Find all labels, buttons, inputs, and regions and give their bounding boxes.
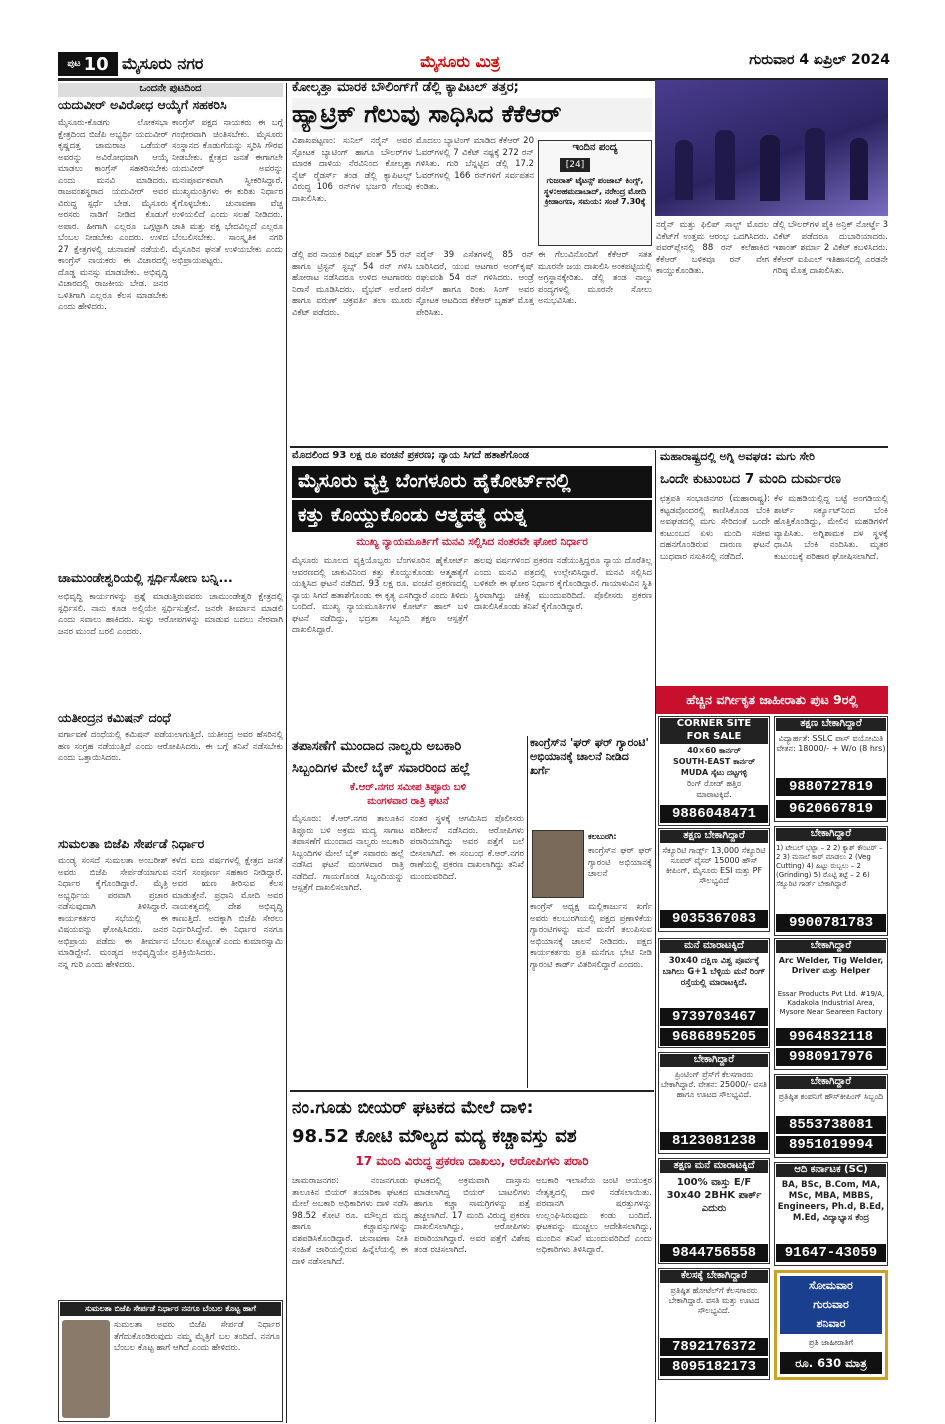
left-story-3: ವರ್ಗಾವಣೆ ದಂಧೆಯಲ್ಲಿ ಕಮಿಷನ್ ಪಡೆಯಲಾಗುತ್ತಿದೆ. ಯತೀಂದ್ರ ಅವರ ಹೆಸರಿನಲ್ಲಿ ಹಣ ಸಂಗ್ರಹ ನಡೆಯುತ್ತಿದೆ ಎಂದು ಆರೋಪಿಸಿದರು. ಈ ಬಗ್ಗೆ ತನಿಖೆ ನಡೆಸಬೇಕು ಎಂದು ಒತ್ತಾಯಿಸಿದರು. xyxy=(58,730,283,763)
left-story-1-col-b: ಕಾಂಗ್ರೆಸ್ ಪಕ್ಷದ ನಾಯಕರು ಈ ಬಗ್ಗೆ ಗಂಭೀರವಾಗಿ ಚಿಂತಿಸಬೇಕು. ಮೈಸೂರು ಸಂಸ್ಥಾನದ ಕೊಡುಗೆಯನ್ನು ಸ್ಮರಿಸಿ ಗೌರವ ನೀಡಬೇಕು. ಕ್ಷೇತ್ರದ ಜನತೆ ಈಗಾಗಲೇ ಯದುವೀರ್ ಅವರನ್ನು ಮನಃಪೂರ್ವಕವಾಗಿ ಸ್ವೀಕರಿಸಿದ್ದಾರೆ. ಮುಖ್ಯಮಂತ್ರಿಗಳು ಈ ಕುರಿತು ನಿರ್ಧಾರ ಕೈಗೊಳ್ಳಬೇಕು. ಚುನಾವಣಾ ವೆಚ್ಚ ಉಳಿಯಲಿದೆ ಎಂದು ಸಲಹೆ ನೀಡಿದರು. ಜಾತಿ ಮತ್ತು ಪಕ್ಷ ಭೇದವಿಲ್ಲದೆ ಎಲ್ಲರೂ ಬೆಂಬಲಿಸಬೇಕು. ಸಾಂಸ್ಕೃತಿಕ ನಗರಿ ಮೈಸೂರಿನ ಘನತೆ ಉಳಿಯಬೇಕು ಎಂದು ಅಭಿಪ್ರಾಯಪಟ್ಟರು. xyxy=(172,118,283,266)
beer-subhead: 17 ಮಂದಿ ವಿರುದ್ಧ ಪ್ರಕರಣ ದಾಖಲು, ಆರೋಪಿಗಳು ಪರಾರಿ xyxy=(355,1154,589,1168)
promo-days xyxy=(780,1276,882,1334)
welder-ad-company: Essar Products Pvt Ltd. #19/A, Kadakola Industrial Area, Mysore Near Seareen Factory xyxy=(777,990,885,1016)
fraud-fire-divider xyxy=(655,450,656,720)
beer-top-rule xyxy=(290,1090,654,1092)
corner-ad-line-3: MUDA ಸೈಟು ದಟ್ಟಗಳ್ಳಿ xyxy=(680,768,748,777)
corner-ad-title-1: CORNER SITE xyxy=(660,718,768,731)
left-story-2: ಅಭಿವೃದ್ಧಿ ಕಾರ್ಯಗಳನ್ನು ಪ್ರಶ್ನೆ ಮಾಡುತ್ತಿರುವವರು ಚಾಮುಂಡೇಶ್ವರಿ ಕ್ಷೇತ್ರದಲ್ಲಿ ಸ್ಪರ್ಧಿಸಲಿ. ನಾನು ಕೂಡ ಅಲ್ಲಿಯೇ ಸ್ಪರ್ಧಿಸುತ್ತೇನೆ. ಜನರೇ ತೀರ್ಮಾನ ಮಾಡಲಿ ಎಂದು ಸವಾಲು ಹಾಕಿದರು. ಸುಳ್ಳು ಆರೋಪಗಳನ್ನು ಮಾಡುವ ಬದಲು ನೇರವಾಗಿ ಜನರ ಮುಂದೆ ಬರಲಿ ಎಂದರು. xyxy=(58,592,283,637)
corner-ad-line-1: 40×60 ಕಾರ್ನರ್ xyxy=(687,746,741,755)
today-match-number: [24] xyxy=(560,158,590,172)
beer-col-a: ಚಾಮರಾಜನಗರ: ನಂಜನಗೂಡು ತಾಲೂಕಿನ ಬಿಯರ್ ತಯಾರಿಕಾ ಘಟಕದ ಮೇಲೆ ಅಬಕಾರಿ ಅಧಿಕಾರಿಗಳು ದಾಳಿ ನಡೆಸಿ 98.52 ಕೋಟಿ ರೂ. ಮೌಲ್ಯದ ಮದ್ಯ ಹಾಗೂ ಕಚ್ಚಾವಸ್ತುಗಳನ್ನು ವಶಪಡಿಸಿಕೊಂಡಿದ್ದಾರೆ. ಚುನಾವಣಾ ನೀತಿ ಸಂಹಿತೆ ಜಾರಿಯಲ್ಲಿರುವ ಹಿನ್ನೆಲೆಯಲ್ಲಿ ಈ ದಾಳಿ ನಡೆಸಲಾಗಿದೆ. xyxy=(292,1176,408,1267)
kkr-team-photo xyxy=(655,80,888,216)
sports-col-a: ವಿಶಾಖಪಟ್ಟಣಂ: ಸುನಿಲ್ ನರೈನ್ ಅವರ ಸ್ಫೋಟಕ ಬ್ಯಾಟಿಂಗ್ ಹಾಗೂ ಬೌಲರ್‌ಗಳ ಮಾರಕ ದಾಳಿಯ ನೆರವಿನಿಂದ ಕೋಲ್ಕತ್ತಾ ನೈಟ್ ರೈಡರ್ಸ್ ತಂಡ ಡೆಲ್ಲಿ ಕ್ಯಾಪಿಟಲ್ಸ್ ವಿರುದ್ಧ 106 ರನ್‌ಗಳ ಭರ್ಜರಿ ಗೆಲುವು ದಾಖಲಿಸಿತು. xyxy=(292,136,412,204)
page-prefix: ಪುಟ xyxy=(67,59,81,69)
fire-col-b: ಕೆಳ ಮಹಡಿಯಲ್ಲಿದ್ದ ಬಟ್ಟೆ ಅಂಗಡಿಯಲ್ಲಿ ಶಾರ್ಟ್ ಸರ್ಕ್ಯೂಟ್‌ನಿಂದ ಬೆಂಕಿ ಹೊತ್ತಿಕೊಂಡಿದ್ದು, ಮೇಲಿನ ಮಹಡಿಗಳಿಗೆ ವ್ಯಾಪಿಸಿತು. ಅಗ್ನಿಶಾಮಕ ದಳ ಸ್ಥಳಕ್ಕೆ ಧಾವಿಸಿ ಬೆಂಕಿ ನಂದಿಸಿತು. ಮೃತರ ಕುಟುಂಬಕ್ಕೆ ಪರಿಹಾರ ಘೋಷಿಸಲಾಗಿದೆ. xyxy=(774,494,888,562)
sports-col-d: ನರೈನ್ 39 ಎಸೆತಗಳಲ್ಲಿ 85 ರನ್ ಬಾರಿಸಿದರೆ, ಯುವ ಆಟಗಾರ ಅಂಗ್‌ಕೃಷ್ ರಘುವಂಶಿ 54 ರನ್ ಗಳಿಸಿದರು. ಆಂಡ್ರೆ ರಸೆಲ್ ಹಾಗೂ ರಿಂಕು ಸಿಂಗ್ ಅವರ ಸ್ಫೋಟಕ ಆಟದಿಂದ ಕೆಕೆಆರ್ ಬೃಹತ್ ಮೊತ್ತ ಪೇರಿಸಿತು. xyxy=(416,250,534,318)
congress-headline: ಕಾಂಗ್ರೆಸ್‌ನ 'ಘರ್ ಘರ್ ಗ್ಯಾರಂಟಿ' ಅಭಿಯಾನಕ್ಕೆ ಚಾಲನೆ ನೀಡಿದ ಖರ್ಗೆ xyxy=(530,736,649,777)
welder-ad-phone-2: 9980917976 xyxy=(776,1048,886,1066)
classified-banner: ಹೆಚ್ಚಿನ ವರ್ಗೀಕೃತ ಜಾಹೀರಾತು ಪುಟ 9ರಲ್ಲಿ xyxy=(656,686,888,714)
sports-headline: ಹ್ಯಾಟ್ರಿಕ್ ಗೆಲುವು ಸಾಧಿಸಿದ ಕೆಕೆಆರ್ xyxy=(292,98,652,132)
fraud-subhead: ಮುಖ್ಯ ನ್ಯಾಯಮೂರ್ತಿಗೆ ಮನವಿ ಸಲ್ಲಿಸಿದ ನಂತರವೇ ಘೋರ ನಿರ್ಧಾರ xyxy=(356,536,588,548)
beer-headline-1: ನಂ.ಗೂಡು ಬೀಯರ್ ಘಟಕದ ಮೇಲೆ ದಾಳಿ: xyxy=(292,1098,534,1118)
left-headline-4: ಸುಮಲತಾ ಬಿಜೆಪಿ ಸೇರ್ಪಡೆ ನಿರ್ಧಾರ xyxy=(58,836,205,851)
excise-subhead-1: ಕೆ.ಆರ್.ನಗರ ಸಮೀಪ ತಿಪ್ಪೂರು ಬಳಿ xyxy=(349,782,467,793)
promo-price: ರೂ. 630 ಮಾತ್ರ xyxy=(780,1352,882,1374)
need-ad-3-items: 1) ಟೇಬಲ್ ಭಟ್ಟಾ – 2 2) ಕ್ಯಾಶ್ ಕೌಂಟರ್ – 2 3) ಮಸಾಲೆ ಕಾರ್ ಮಾಡಲು 2 (Veg Cutting) 4) ಹಿಟ್ಟು ರುಬ್ಬಲು – 2 (Grinding) 5) ರೊಟ್ಟಿ ತಟ್ಟೆ – 2 6) ಸೆಕ್ಯೂರಿಟಿ ಗಾರ್ಡ್ ಬೇಕಾಗಿದ್ದಾರೆ xyxy=(776,844,883,888)
job-ad-phone-1: 7892176372 xyxy=(660,1338,768,1356)
excise-subhead-2: ಮಂಗಳವಾರ ರಾತ್ರಿ ಘಟನೆ xyxy=(367,796,449,807)
congress-byline: ಕಲಬುರಗಿ: xyxy=(588,832,617,841)
left-headline-2: ಚಾಮುಂಡೇಶ್ವರಿಯಲ್ಲಿ ಸ್ಪರ್ಧಿಸೋಣ ಬನ್ನಿ... xyxy=(58,570,233,585)
kharge-photo xyxy=(532,830,584,898)
left-caption-text: ಸುಮಲತಾ ಅವರು ಬಿಜೆಪಿ ಸೇರ್ಪಡೆ ನಿರ್ಧಾರ ತೆಗೆದುಕೊಂಡಿರುವುದು ನಮ್ಮ ಮೈತ್ರಿಗೆ ಬಲ ತಂದಿದೆ. ನನಗೂ ಬೆಂಬಲ ಕೊಟ್ಟ ಹಾಗೆ ಆಗಿದೆ ಎಂದು ಹೇಳಿದರು. xyxy=(114,1320,280,1353)
congress-col-a: ಕಾಂಗ್ರೆಸ್‌ನ ಘರ್ ಘರ್ ಗ್ಯಾರಂಟಿ ಅಭಿಯಾನಕ್ಕೆ ಚಾಲನೆ xyxy=(588,846,652,879)
corner-ad-line-5: ಮಾರಾಟಕ್ಕಿದೆ. xyxy=(696,790,732,799)
excise-col-a: ಮೈಸೂರು: ಕೆ.ಆರ್.ನಗರ ತಾಲೂಕಿನ ತಿಪ್ಪೂರು ಬಳಿ ಅಕ್ರಮ ಮದ್ಯ ಸಾಗಾಟ ತಪಾಸಣೆಗೆ ಮುಂದಾದ ನಾಲ್ವರು ಅಬಕಾರಿ ಸಿಬ್ಬಂದಿಗಳ ಮೇಲೆ ಬೈಕ್ ಸವಾರರು ಹಲ್ಲೆ ನಡೆಸಿದ ಘಟನೆ ಮಂಗಳವಾರ ರಾತ್ರಿ ನಡೆದಿದೆ. ಗಾಯಗೊಂಡ ಸಿಬ್ಬಂದಿಯನ್ನು ಆಸ್ಪತ್ರೆಗೆ ದಾಖಲಿಸಲಾಗಿದೆ. xyxy=(292,814,404,893)
house-ad-phone-1: 9739703467 xyxy=(660,1008,768,1026)
fraud-col-b: ಹಲವು ವರ್ಷಗಳಿಂದ ಪ್ರಕರಣ ನಡೆಯುತ್ತಿದ್ದರೂ ನ್ಯಾಯ ದೊರೆತಿಲ್ಲ ಎಂದು ಮನವಿ ಪತ್ರದಲ್ಲಿ ಉಲ್ಲೇಖಿಸಿದ್ದಾರೆ. ಮನವಿ ಸಲ್ಲಿಸಿದ ಬಳಿಕವೇ ಈ ಘೋರ ನಿರ್ಧಾರ ಕೈಗೊಂಡಿದ್ದಾರೆ. ಗಾಯಾಳುವಿನ ಸ್ಥಿತಿ ಸ್ಥಿರವಾಗಿದ್ದು ಚಿಕಿತ್ಸೆ ಮುಂದುವರಿದಿದೆ. ಪೊಲೀಸರು ಪ್ರಕರಣ ದಾಖಲಿಸಿಕೊಂಡು ತನಿಖೆ ಕೈಗೊಂಡಿದ್ದಾರೆ. xyxy=(474,556,652,612)
need-ad-1-title: ತಕ್ಷಣ ಬೇಕಾಗಿದ್ದಾರೆ xyxy=(776,718,886,731)
corner-ad-line-4: ರಿಂಗ್ ರೋಡ್ ಹತ್ತಿರ xyxy=(686,779,742,788)
excise-congress-divider xyxy=(527,736,528,1088)
need-ad-2-text: ಸೆಕ್ಯೂರಿಟಿ ಗಾರ್ಡ್ಸ್ 13,000 ಸೆಕ್ಯೂರಿಟಿ ಸೂಪರ್ ವೈಸರ್ 15000 ಹೌಸ್ ಕೀಪಿಂಗ್, ಮೈಸೂರು ESI ಮತ್ತು PF ಸೌಲಭ್ಯವಿದೆ xyxy=(662,846,766,885)
sports-col-g: ಡೆಲ್ಲಿ ಬೌಲರ್‌ಗಳ ಪೈಕಿ ಅನ್ರಿಕ್ ನೋರ್ಟ್ಜೆ 3 ವಿಕೆಟ್ ಪಡೆದರೂ ದುಬಾರಿಯಾದರು. ಇಶಾಂತ್ ಶರ್ಮಾ 2 ವಿಕೆಟ್ ಕಬಳಿಸಿದರು. ಕೆಕೆಆರ್ ಐಪಿಎಲ್ ಇತಿಹಾಸದಲ್ಲಿ ಎರಡನೇ ಗರಿಷ್ಠ ಮೊತ್ತ ದಾಖಲಿಸಿತು. xyxy=(773,220,888,276)
today-match-text: ಗುಜರಾತ್ ಟೈಟನ್ಸ್ ಪಂಜಾಬ್ ಕಿಂಗ್ಸ್, ಸ್ಥಳ:ಅಹಮದಾಬಾದ್, ನರೇಂದ್ರ ಮೋದಿ ಕ್ರೀಡಾಂಗಣ, ಸಮಯ: ಸಂಜೆ 7.30ಕ್ಕೆ xyxy=(543,176,647,206)
welder-ad-text: Arc Welder, Tig Welder, Driver ಮತ್ತು Helper xyxy=(778,956,884,975)
sports-kicker: ಕೋಲ್ಕತ್ತಾ ಮಾರಕ ಬೌಲಿಂಗ್‌ಗೆ ಡೆಲ್ಲಿ ಕ್ಯಾಪಿಟಲ್ ತತ್ತರ; xyxy=(292,80,519,95)
sports-col-f: ನರೈನ್ ಮತ್ತು ಫಿಲಿಪ್ ಸಾಲ್ಟ್ ಮೊದಲ ವಿಕೆಟ್‌ಗೆ ಉತ್ತಮ ಆರಂಭ ಒದಗಿಸಿದರು. ಪವರ್‌ಪ್ಲೇನಲ್ಲಿ 88 ರನ್ ಕಲೆಹಾಕಿದ ಕೆಕೆಆರ್ ಬಳಿಕವೂ ರನ್ ವೇಗ ಕಾಯ್ದುಕೊಂಡಿತು. xyxy=(656,220,769,276)
need-ad-5-phone-1: 8553738081 xyxy=(776,1116,886,1134)
page-number-badge xyxy=(58,52,118,76)
need-ad-2-title: ತಕ್ಷಣ ಬೇಕಾಗಿದ್ದಾರೆ xyxy=(660,830,768,843)
house-sale-ad-text: 100% ವಾಸ್ತು E/F 30x40 2BHK ಪಾರ್ಕ್ ಎದುರು xyxy=(666,1177,762,1214)
fraud-headline-1: ಮೈಸೂರು ವ್ಯಕ್ತಿ ಬೆಂಗಳೂರು ಹೈಕೋರ್ಟ್‌ನಲ್ಲಿ xyxy=(292,466,652,498)
need-ad-3-title: ಬೇಕಾಗಿದ್ದಾರೆ xyxy=(776,828,886,841)
house-ad-phone-2: 9686895205 xyxy=(660,1028,768,1046)
promo-caption: ಪ್ರತಿ ಜಾಹೀರಾತಿಗೆ xyxy=(808,1338,854,1347)
left-headline-3: ಯತೀಂದ್ರನ ಕಮಿಷನ್ ದಂಧೆ xyxy=(58,710,171,725)
promo-line-1: ಸೋಮವಾರ xyxy=(809,1279,853,1292)
sports-col-b: ಮೊದಲು ಬ್ಯಾಟಿಂಗ್ ಮಾಡಿದ ಕೆಕೆಆರ್ 20 ಓವರ್‌ಗಳಲ್ಲಿ 7 ವಿಕೆಟ್ ನಷ್ಟಕ್ಕೆ 272 ರನ್ ಗಳಿಸಿತು. ಗುರಿ ಬೆನ್ನಟ್ಟಿದ ಡೆಲ್ಲಿ 17.2 ಓವರ್‌ಗಳಲ್ಲಿ 166 ರನ್‌ಗಳಿಗೆ ಸರ್ವಪತನ ಕಂಡಿತು. xyxy=(416,136,534,192)
sports-col-c: ಡೆಲ್ಲಿ ಪರ ನಾಯಕ ರಿಷಭ್ ಪಂತ್ 55 ರನ್ ಹಾಗೂ ಟ್ರಿಸ್ಟನ್ ಸ್ಟಬ್ಸ್ 54 ರನ್ ಗಳಿಸಿ ಹೋರಾಟ ನಡೆಸಿದರೂ ಉಳಿದ ಆಟಗಾರರು ನಿರಾಸೆ ಮೂಡಿಸಿದರು. ವೈಭವ್ ಅರೋರ ಹಾಗೂ ವರುಣ್ ಚಕ್ರವರ್ತಿ ತಲಾ ಮೂರು ವಿಕೆಟ್ ಪಡೆದರು. xyxy=(292,250,412,318)
need-ad-1-phone-2: 9620667819 xyxy=(776,800,886,818)
politician-photo xyxy=(62,1320,110,1418)
fraud-headline-2: ಕತ್ತು ಕೊಯ್ದುಕೊಂಡು ಆತ್ಮಹತ್ಯೆ ಯತ್ನ xyxy=(292,500,652,532)
excise-col-b: ನಂತರ ಸ್ಥಳಕ್ಕೆ ಆಗಮಿಸಿದ ಪೊಲೀಸರು ಪರಿಶೀಲನೆ ನಡೆಸಿದರು. ಆರೋಪಿಗಳು ಪರಾರಿಯಾಗಿದ್ದು ಅವರ ಪತ್ತೆಗೆ ಬಲೆ ಬೀಸಲಾಗಿದೆ. ಈ ಸಂಬಂಧ ಕೆ.ಆರ್.ನಗರ ಠಾಣೆಯಲ್ಲಿ ಪ್ರಕರಣ ದಾಖಲಾಗಿದ್ದು ತನಿಖೆ ಮುಂದುವರಿದಿದೆ. xyxy=(410,814,524,882)
job-ad-text: ಪ್ರತಿಷ್ಠಿತ ಹೋಟೆಲ್‌ಗೆ ಕೆಲಸಗಾರರು ಬೇಕಾಗಿದ್ದಾರೆ. ವಸತಿ ಮತ್ತು ಊಟದ ಸೌಲಭ್ಯವಿದೆ. xyxy=(668,1286,760,1315)
issue-date: ಗುರುವಾರ 4 ಏಪ್ರಿಲ್ 2024 xyxy=(749,52,890,68)
left-story-1-col-a: ಮೈಸೂರು-ಕೊಡಗು ಲೋಕಸಭಾ ಕ್ಷೇತ್ರದಿಂದ ಬಿಜೆಪಿ ಅಭ್ಯರ್ಥಿ ಯದುವೀರ್ ಕೃಷ್ಣದತ್ತ ಚಾಮರಾಜ ಒಡೆಯರ್ ಅವರನ್ನು ಅವಿರೋಧವಾಗಿ ಆಯ್ಕೆ ಮಾಡಲು ಕಾಂಗ್ರೆಸ್ ಸಹಕರಿಸಬೇಕು ಎಂದು ಮನವಿ ಮಾಡಿದರು. ರಾಜವಂಶಸ್ಥರಾದ ಯದುವೀರ್ ಅವರ ವಿರುದ್ಧ ಸ್ಪರ್ಧೆ ಬೇಡ. ಮೈಸೂರು ಅರಸರು ನಾಡಿಗೆ ನೀಡಿದ ಕೊಡುಗೆ ಅಪಾರ. ಹೀಗಾಗಿ ಎಲ್ಲರೂ ಒಗ್ಗಟ್ಟಾಗಿ ಬೆಂಬಲ ನೀಡಬೇಕು ಎಂದರು. ಉಳಿದ 27 ಕ್ಷೇತ್ರಗಳಲ್ಲಿ ಚುನಾವಣೆ ನಡೆಯಲಿ. ಕಾಂಗ್ರೆಸ್ ನಾಯಕರು ಈ ವಿಚಾರದಲ್ಲಿ ದೊಡ್ಡ ಮನಸ್ಸು ಮಾಡಬೇಕು. ಅಭಿವೃದ್ಧಿ ವಿಚಾರದಲ್ಲಿ ರಾಜಕೀಯ ಬೇಡ. ಜನರ ಒಳಿತಿಗಾಗಿ ಎಲ್ಲರೂ ಕೆಲಸ ಮಾಡಬೇಕು ಎಂದು ಹೇಳಿದರು. xyxy=(58,118,168,312)
need-ad-4-text: ಪ್ರಿಂಟಿಂಗ್ ಪ್ರೆಸ್‌ಗೆ ಕೆಲಸಗಾರರು ಬೇಕಾಗಿದ್ದಾರೆ. ವೇತನ: 25000/- ವಸತಿ ಹಾಗೂ ಊಟದ ಸೌಲಭ್ಯವಿದೆ. xyxy=(660,1070,768,1099)
left-col-divider xyxy=(286,83,287,1423)
left-kicker: ಒಂದನೇ ಪುಟದಿಂದ xyxy=(58,83,283,97)
newspaper-brand: ಮೈಸೂರು ಮಿತ್ರ xyxy=(420,52,500,71)
sc-ad-title: ಆದಿ ಕರ್ನಾಟಕ (SC) xyxy=(776,1164,886,1177)
need-ad-5-text: ಪ್ರತಿಷ್ಠಿತ ಕಂಪನಿಗೆ ಹೌಸ್‌ಕೀಪಿಂಗ್ ಸಿಬ್ಬಂದಿ xyxy=(778,1092,884,1101)
corner-ad-line-2: SOUTH-EAST ಕಾರ್ನರ್ xyxy=(672,757,756,766)
house-sale-ad-title: ತಕ್ಷಣ ಮನೆ ಮಾರಾಟಕ್ಕಿದೆ xyxy=(660,1160,768,1173)
congress-col-b: ಕಾಂಗ್ರೆಸ್ ಅಧ್ಯಕ್ಷ ಮಲ್ಲಿಕಾರ್ಜುನ ಖರ್ಗೆ ಅವರು ಕಲಬುರಗಿಯಲ್ಲಿ ಪಕ್ಷದ ಪ್ರಣಾಳಿಕೆಯ ಗ್ಯಾರಂಟಿಗಳನ್ನು ಮನೆ ಮನೆಗೆ ತಲುಪಿಸುವ ಅಭಿಯಾನಕ್ಕೆ ಚಾಲನೆ ನೀಡಿದರು. ಪಕ್ಷದ ಕಾರ್ಯಕರ್ತರು ಪ್ರತಿ ಮನೆಗೂ ಭೇಟಿ ನೀಡಿ ಗ್ಯಾರಂಟಿ ಕಾರ್ಡ್ ವಿತರಿಸಲಿದ್ದಾರೆ ಎಂದರು. xyxy=(530,902,652,970)
fire-kicker: ಮಹಾರಾಷ್ಟ್ರದಲ್ಲಿ ಅಗ್ನಿ ಅವಘಡ: ಮಗು ಸೇರಿ xyxy=(660,450,815,463)
excise-headline-1: ತಪಾಸಣೆಗೆ ಮುಂದಾದ ನಾಲ್ವರು ಅಬಕಾರಿ xyxy=(292,739,462,754)
sc-ad-phone: 91647-43059 xyxy=(776,1244,886,1262)
left-story-4-col-a: ಮಂಡ್ಯ ಸಂಸದೆ ಸುಮಲತಾ ಅಂಬರೀಶ್ ಅವರು ಬಿಜೆಪಿ ಸೇರ್ಪಡೆಯಾಗುವ ನಿರ್ಧಾರ ಕೈಗೊಂಡಿದ್ದಾರೆ. ಮೈತ್ರಿ ಅಭ್ಯರ್ಥಿಯ ಪರವಾಗಿ ಪ್ರಚಾರ ನಡೆಸುವುದಾಗಿ ತಿಳಿಸಿದ್ದಾರೆ. ಕಾರ್ಯಕರ್ತರ ಸಭೆಯಲ್ಲಿ ಈ ವಿಷಯವನ್ನು ಘೋಷಿಸಿದರು. ಜನರ ಅಭಿಪ್ರಾಯ ಪಡೆದು ಈ ತೀರ್ಮಾನ ಮಾಡಿದ್ದೇನೆ. ಮಂಡ್ಯದ ಅಭಿವೃದ್ಧಿಯೇ ನನ್ನ ಗುರಿ ಎಂದು ಹೇಳಿದರು. xyxy=(58,856,168,970)
beer-headline-2: 98.52 ಕೋಟಿ ಮೌಲ್ಯದ ಮದ್ಯ ಕಚ್ಚಾವಸ್ತು ವಶ xyxy=(292,1126,577,1147)
need-ad-4-title: ಬೇಕಾಗಿದ್ದಾರೆ xyxy=(660,1054,768,1067)
house-ad-text: 30x40 ದಕ್ಷಿಣ ವಿಶ್ವ ಪೂರ್ವಕ್ಕೆ ಬಾಗಿಲು G+1 ಬೆಳ್ಳಿಯ ಮನೆ ರಿಂಗ್ ರಸ್ತೆಯಲ್ಲಿ ಮಾರಾಟಕ್ಕಿದೆ. xyxy=(662,956,766,988)
need-ad-5-phone-2: 8951019994 xyxy=(776,1136,886,1154)
left-headline-1: ಯದುವೀರ್ ಅವಿರೋಧ ಆಯ್ಕೆಗೆ ಸಹಕರಿಸಿ xyxy=(58,97,227,112)
page-number: 10 xyxy=(83,53,109,75)
section-title: ಮೈಸೂರು ನಗರ xyxy=(122,54,204,73)
welder-ad-title: ಬೇಕಾಗಿದ್ದಾರೆ xyxy=(776,940,886,953)
corner-ad-phone: 9886048471 xyxy=(660,805,768,823)
left-caption: ಸುಮಲತಾ ಬಿಜೆಪಿ ಸೇರ್ಪಡೆ ನಿರ್ಧಾರ ನನಗೂ ಬೆಂಬಲ ಕೊಟ್ಟ ಹಾಗೆ xyxy=(60,1302,281,1316)
need-ad-4-phone: 8123081238 xyxy=(660,1132,768,1150)
left-story-4-col-b: ಕಳೆದ ಐದು ವರ್ಷಗಳಲ್ಲಿ ಕ್ಷೇತ್ರದ ಜನತೆ ನನಗೆ ಸಂಪೂರ್ಣ ಸಹಕಾರ ನೀಡಿದ್ದಾರೆ. ಅವರ ಋಣ ತೀರಿಸುವ ಕೆಲಸ ಮಾಡುತ್ತೇನೆ. ಪ್ರಧಾನಿ ಮೋದಿ ಅವರ ನಾಯಕತ್ವದಲ್ಲಿ ದೇಶ ಅಭಿವೃದ್ಧಿ ಕಾಣುತ್ತಿದೆ. ಅದಕ್ಕಾಗಿ ಬಿಜೆಪಿ ಸೇರಲು ನಿರ್ಧರಿಸಿದ್ದೇನೆ. ಈ ನಿರ್ಧಾರ ನನಗೂ ಬೆಂಬಲ ಕೊಟ್ಟಂತೆ ಎಂದು ಕುಮಾರಸ್ವಾಮಿ ಪ್ರತಿಕ್ರಿಯಿಸಿದರು. xyxy=(172,856,283,958)
today-match-title: ಇಂದಿನ ಪಂದ್ಯ xyxy=(572,142,618,153)
sports-bottom-rule xyxy=(290,446,888,448)
beer-col-c: ಅಬಕಾರಿ ಇಲಾಖೆಯ ಜಂಟಿ ಆಯುಕ್ತರ ನೇತೃತ್ವದಲ್ಲಿ ದಾಳಿ ನಡೆಸಲಾಯಿತು. ಪರವಾನಗಿ ಷರತ್ತುಗಳನ್ನು ಉಲ್ಲಂಘಿಸಿರುವುದು ಕಂಡು ಬಂದಿದೆ. ಘಟಕವನ್ನು ಮುಚ್ಚಲು ಆದೇಶಿಸಲಾಗಿದ್ದು, ಮುಂದಿನ ತನಿಖೆ ಮುಂದುವರಿದಿದೆ ಎಂದು ಅಧಿಕಾರಿಗಳು ತಿಳಿಸಿದ್ದಾರೆ. xyxy=(536,1176,652,1255)
beer-col-b: ಘಟಕದಲ್ಲಿ ಅಕ್ರಮವಾಗಿ ದಾಸ್ತಾನು ಮಾಡಲಾಗಿದ್ದ ಬಿಯರ್ ಬಾಟಲಿಗಳು ಹಾಗೂ ಕಚ್ಚಾ ಸಾಮಗ್ರಿಗಳನ್ನು ಪತ್ತೆ ಹಚ್ಚಲಾಗಿದೆ. 17 ಮಂದಿ ವಿರುದ್ಧ ಪ್ರಕರಣ ದಾಖಲಿಸಲಾಗಿದ್ದು, ಆರೋಪಿಗಳು ಪರಾರಿಯಾಗಿದ್ದಾರೆ. ಅವರ ಪತ್ತೆಗೆ ವಿಶೇಷ ತಂಡ ರಚಿಸಲಾಗಿದೆ. xyxy=(414,1176,530,1255)
sc-ad-text: BA, BSc, B.Com, MA, MSc, MBA, MBBS, Engineers, Ph.d, B.Ed, M.Ed, ವಿದ್ಯಾಭ್ಯಾಸ ಕೆಂದ್ರ xyxy=(777,1180,885,1223)
job-ad-title: ಕೆಲಸಕ್ಕೆ ಬೇಕಾಗಿದ್ದಾರೆ xyxy=(660,1270,768,1283)
corner-ad-title-2: FOR SALE xyxy=(660,731,768,744)
need-ad-1-text: ವಿದ್ಯಾರ್ಹತೆ: SSLC ಪಾಸ್ ವಯೋಮಿತಿ ವೇತನ: 18000/- + W/o (8 hrs) xyxy=(776,734,886,753)
sports-col-e: ಈ ಗೆಲುವಿನೊಂದಿಗೆ ಕೆಕೆಆರ್ ಸತತ ಮೂರನೇ ಜಯ ದಾಖಲಿಸಿ ಅಂಕಪಟ್ಟಿಯಲ್ಲಿ ಅಗ್ರಸ್ಥಾನಕ್ಕೇರಿತು. ಡೆಲ್ಲಿ ತಂಡ ನಾಲ್ಕು ಪಂದ್ಯಗಳಲ್ಲಿ ಮೂರನೇ ಸೋಲು ಅನುಭವಿಸಿತು. xyxy=(538,250,652,306)
excise-headline-2: ಸಿಬ್ಬಂದಿಗಳ ಮೇಲೆ ಬೈಕ್ ಸವಾರರಿಂದ ಹಲ್ಲೆ xyxy=(292,761,470,776)
need-ad-1-phone-1: 9880727819 xyxy=(776,778,886,796)
promo-line-2: ಗುರುವಾರ xyxy=(813,1298,849,1311)
ads-divider xyxy=(655,714,656,1422)
need-ad-3-phone: 9900781783 xyxy=(776,914,886,932)
need-ad-2-phone: 9035367083 xyxy=(660,910,768,928)
house-sale-ad-phone: 9844756558 xyxy=(660,1244,768,1262)
job-ad-phone-2: 8095182173 xyxy=(660,1358,768,1376)
fraud-col-a: ಮೈಸೂರು ಮೂಲದ ವ್ಯಕ್ತಿಯೊಬ್ಬರು ಬೆಂಗಳೂರಿನ ಹೈಕೋರ್ಟ್ ಆವರಣದಲ್ಲಿ ಚಾಕುವಿನಿಂದ ಕತ್ತು ಕೊಯ್ದುಕೊಂಡು ಆತ್ಮಹತ್ಯೆಗೆ ಯತ್ನಿಸಿದ ಘಟನೆ ನಡೆದಿದೆ. 93 ಲಕ್ಷ ರೂ. ವಂಚನೆ ಪ್ರಕರಣದಲ್ಲಿ ನ್ಯಾಯ ಸಿಗದೆ ಹತಾಶೆಗೊಂಡು ಈ ಕೃತ್ಯ ಎಸಗಿದ್ದಾರೆ ಎಂದು ತಿಳಿದು ಬಂದಿದೆ. ಮುಖ್ಯ ನ್ಯಾಯಮೂರ್ತಿಗಳ ಕೋರ್ಟ್ ಹಾಲ್ ಬಳಿ ಘಟನೆ ನಡೆದಿದ್ದು, ಭದ್ರತಾ ಸಿಬ್ಬಂದಿ ತಕ್ಷಣ ಆಸ್ಪತ್ರೆಗೆ ದಾಖಲಿಸಿದ್ದಾರೆ. xyxy=(292,556,468,635)
fraud-kicker: ಮೊದಲಿಂದ 93 ಲಕ್ಷ ರೂ ವಂಚನೆ ಪ್ರಕರಣ; ನ್ಯಾಯ ಸಿಗದೆ ಹತಾಶೆಗೊಂಡ xyxy=(292,450,530,461)
promo-line-3: ಶನಿವಾರ xyxy=(816,1317,846,1330)
house-ad-title: ಮನೆ ಮಾರಾಟಕ್ಕಿದೆ xyxy=(660,940,768,953)
need-ad-5-title: ಬೇಕಾಗಿದ್ದಾರೆ xyxy=(776,1076,886,1089)
welder-ad-phone-1: 9964832118 xyxy=(776,1028,886,1046)
fire-col-a: ಛತ್ರಪತಿ ಸಂಭಾಜಿನಗರ (ಮಹಾರಾಷ್ಟ್ರ): ಕಟ್ಟಡವೊಂದರಲ್ಲಿ ಕಾಣಿಸಿಕೊಂಡ ಬೆಂಕಿ ಅವಘಡದಲ್ಲಿ ಮಗು ಸೇರಿದಂತೆ ಒಂದೇ ಕುಟುಂಬದ ಏಳು ಮಂದಿ ಸಜೀವ ದಹನಗೊಂಡಿರುವ ದಾರುಣ ಘಟನೆ ಬುಧವಾರ ನಸುಕಿನಲ್ಲಿ ನಡೆದಿದೆ. xyxy=(660,494,770,562)
fire-headline: ಒಂದೇ ಕುಟುಂಬದ 7 ಮಂದಿ ದುರ್ಮರಣ xyxy=(660,471,841,487)
